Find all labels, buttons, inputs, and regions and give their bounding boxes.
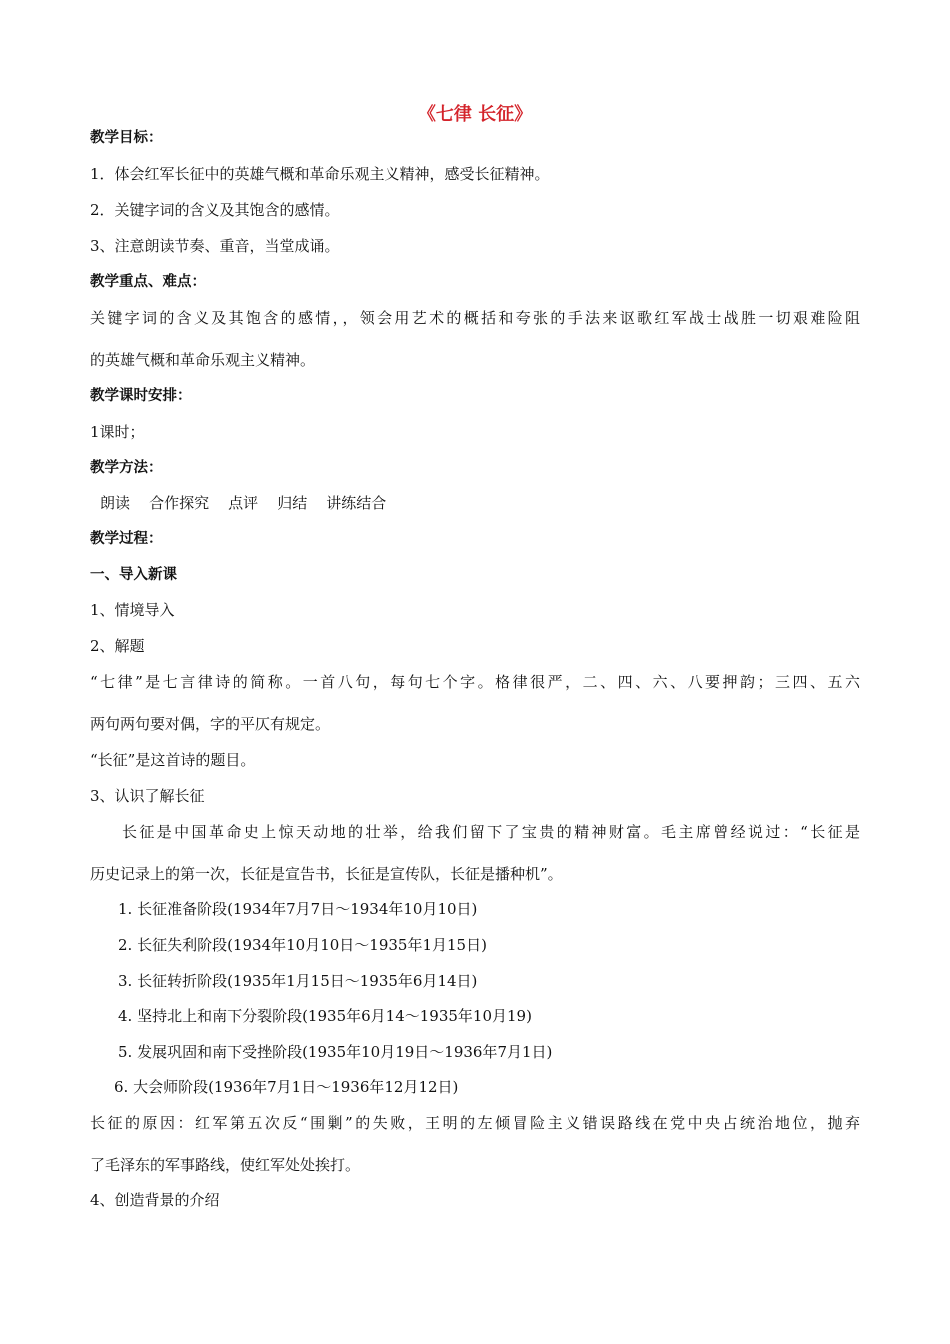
- schedule-heading: 教学课时安排：: [90, 388, 192, 404]
- stage-item: 1. 长征准备阶段(1934年7月7日～1934年10月10日): [118, 900, 478, 918]
- page-title: 《七律 长征》: [417, 104, 533, 125]
- intro-line-1: 长征是中国革命史上惊天动地的壮举，给我们留下了宝贵的精神财富。毛主席曾经说过：“长征是: [122, 823, 860, 841]
- qilv-line-2: 两句两句要对偶，字的平仄有规定。: [90, 715, 331, 733]
- stage-item: 2. 长征失利阶段(1934年10月10日～1935年1月15日): [118, 936, 487, 954]
- process-heading: 教学过程：: [90, 531, 163, 547]
- step-4: 4、创造背景的介绍: [90, 1191, 220, 1209]
- section-intro-heading: 一、导入新课: [90, 567, 177, 583]
- key-points-line-2: 的英雄气概和革命乐观主义精神。: [90, 351, 316, 369]
- key-points-heading: 教学重点、难点：: [90, 274, 206, 290]
- step-2: 2、解题: [90, 637, 145, 655]
- goal-item-2: 2．关键字词的含义及其饱含的感情。: [90, 201, 340, 219]
- step-1: 1、情境导入: [90, 601, 175, 619]
- intro-line-2: 历史记录上的第一次，长征是宣告书，长征是宣传队，长征是播种机”。: [90, 865, 563, 883]
- goal-item-1: 1．体会红军长征中的英雄气概和革命乐观主义精神，感受长征精神。: [90, 165, 550, 183]
- step-3: 3、认识了解长征: [90, 787, 205, 805]
- goal-item-3: 3、注意朗读节奏、重音，当堂成诵。: [90, 237, 340, 255]
- methods-value: 朗读 合作探究 点评 归结 讲练结合: [100, 494, 387, 512]
- schedule-value: 1课时；: [90, 423, 145, 441]
- teaching-goals-heading: 教学目标：: [90, 130, 163, 146]
- changzheng-title-line: “长征”是这首诗的题目。: [90, 751, 256, 769]
- methods-heading: 教学方法：: [90, 460, 163, 476]
- stage-item: 4. 坚持北上和南下分裂阶段(1935年6月14～1935年10月19): [118, 1007, 532, 1025]
- reason-line-2: 了毛泽东的军事路线，使红军处处挨打。: [90, 1156, 361, 1174]
- stage-item: 6. 大会师阶段(1936年7月1日～1936年12月12日): [114, 1078, 459, 1096]
- stage-item: 5. 发展巩固和南下受挫阶段(1935年10月19日～1936年7月1日): [118, 1043, 553, 1061]
- key-points-line-1: 关键字词的含义及其饱含的感情，，领会用艺术的概括和夸张的手法来讴歌红军战士战胜一切艰难险阻: [90, 309, 860, 327]
- reason-line-1: 长征的原因：红军第五次反“围剿”的失败，王明的左倾冒险主义错误路线在党中央占统治地位，抛弃: [90, 1114, 860, 1132]
- qilv-line-1: “七律”是七言律诗的简称。一首八句，每句七个字。格律很严，二、四、六、八要押韵；三四、五六: [90, 673, 860, 691]
- stage-item: 3. 长征转折阶段(1935年1月15日～1935年6月14日): [118, 972, 478, 990]
